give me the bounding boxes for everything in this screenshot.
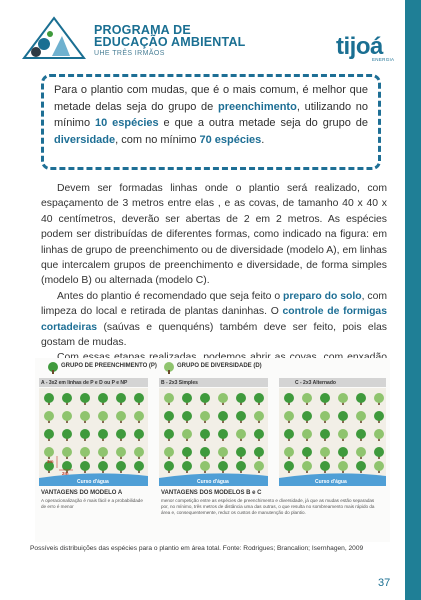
legend-p-icon — [48, 362, 58, 374]
brand-logo: tijoá — [336, 33, 383, 60]
info-callout — [41, 74, 381, 170]
program-subtitle: UHE TRÊS IRMÃOS — [94, 50, 165, 57]
paragraph-2: Antes do plantio é recomendado que seja feito o preparo do solo, com limpeza do local e retirada de plantas daninhas. O controle de formigas cortadeiras (saúvas e quenquéns) também deve ser feito, pois elas gostam de mudas. — [41, 290, 388, 349]
page-number: 37 — [378, 577, 391, 589]
advantages-a-title: VANTAGENS DO MODELO A — [41, 490, 123, 496]
legend-d-icon — [164, 362, 174, 374]
model-c-title: C - 2x3 Alternado — [295, 380, 336, 386]
dim-2m-label: 2m — [62, 471, 69, 476]
callout-text: Para o plantio com mudas, que é o mais comum, é melhor que metade delas seja do grupo de preenchimento, utilizando no mínimo 10 espécies e que a outra metade seja do grupo de diversidade, com no mínimo 70 espécies. — [54, 84, 368, 146]
body-text — [41, 181, 387, 381]
brand-subtitle: ENERGIA — [372, 57, 395, 62]
program-logo-icon — [22, 16, 86, 60]
model-a-ground — [39, 388, 148, 486]
water-label-a: Curso d'água — [77, 479, 109, 485]
advantages-a-text: A operacionalização é mais fácil e a probabilidade de erro é menor — [41, 498, 143, 509]
model-b-ground — [159, 388, 268, 486]
advantages-bc-title: VANTAGENS DOS MODELOS B e C — [161, 490, 262, 496]
header — [0, 0, 405, 66]
model-b-title: B - 2x3 Simples — [161, 380, 198, 386]
model-c-ground — [279, 388, 386, 486]
water-label-b: Curso d'água — [197, 479, 229, 485]
advantages-bc-text: menor competição entre as espécies de preenchimento e diversidade, já que as mudas estão separadas por, no mínimo, três metros de distância uma das outras, o que resulta no sombreamento mais rápido da área e, consequentemente, reduz os custos de manutenção do plantio. — [161, 498, 375, 515]
paragraph-1: Devem ser formadas linhas onde o plantio será realizado, com espaçamento de 3 metros entre elas , e as covas, de tamanho 40 x 40 x 40 centímetros, deverão ser abertas de 2 em 2 metros. As espécies podem ser distribuídas de diferentes formas, como indicado na figura: em linhas de grupo de preenchimento ou de diversidade (modelo A), em linhas que intercalem grupos de preenchimento e diversidade, de forma simples (modelo B) ou alternada (modelo C). — [41, 183, 387, 287]
dim-3m-label: 3m — [47, 459, 54, 464]
side-band — [405, 0, 421, 600]
legend-p-label: GRUPO DE PREENCHIMENTO (P) — [61, 363, 157, 369]
water-label-c: Curso d'água — [315, 479, 347, 485]
planting-models-figure — [35, 358, 390, 542]
figure-caption: Possíveis distribuições das espécies para o plantio em área total. Fonte: Rodrigues; Brancalion; Isernhagen, 2009 — [30, 545, 364, 552]
model-a-title: A - 3x2 em linhas de P e D ou P e NP — [41, 380, 128, 386]
legend-d-label: GRUPO DE DIVERSIDADE (D) — [177, 363, 262, 369]
program-title: PROGRAMA DE EDUCAÇÃO AMBIENTAL — [94, 23, 246, 49]
